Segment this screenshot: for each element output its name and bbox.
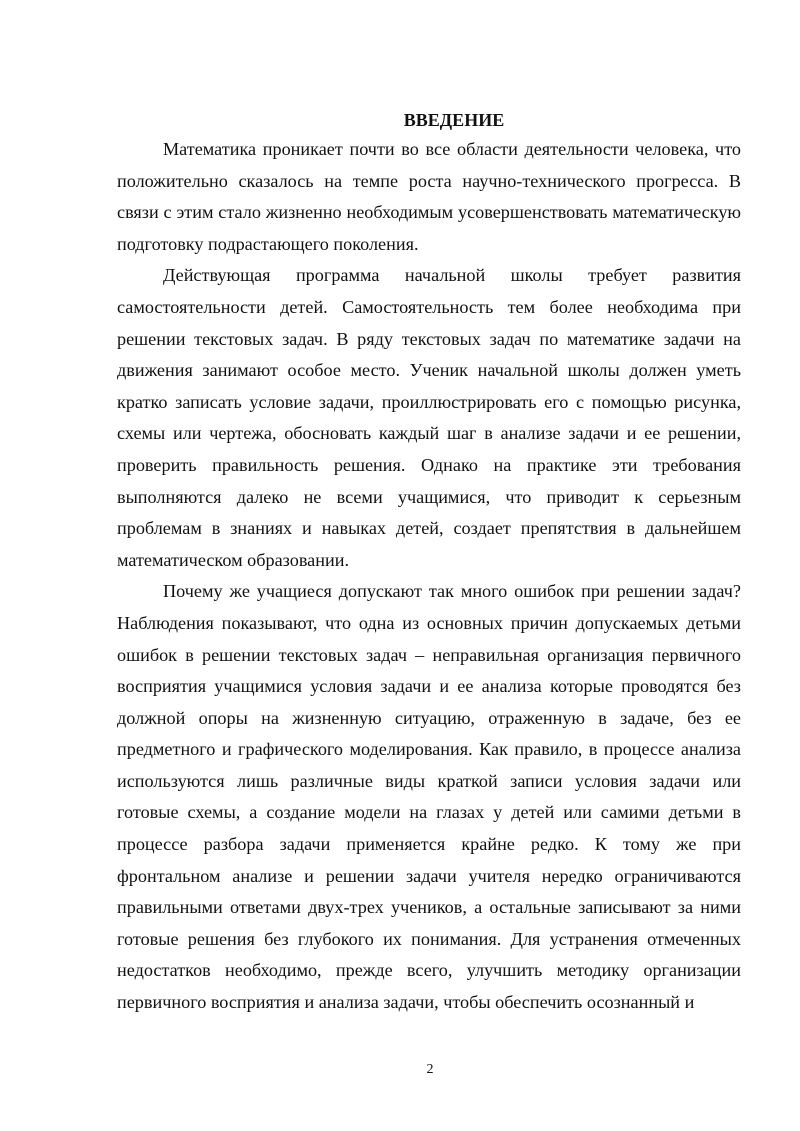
paragraph-1: Математика проникает почти во все области деятельности человека, что положительно сказалось на темпе роста научно-технического прогресса. В связи с этим стало жизненно необходимым усовершенствовать математическую подготовку подрастающего поколения. [117,139,741,254]
page-body [117,106,741,1019]
paragraph-2: Действующая программа начальной школы требует развития самостоятельности детей. Самостоятельность тем более необходима при решении текстовых задач. В ряду текстовых задач по математике задачи на движения занимают особое место. Ученик начальной школы должен уметь кратко записать условие задачи, проиллюстрировать его с помощью рисунка, схемы или чертежа, обосновать каждый шаг в анализе задачи и ее решении, проверить правильность решения. Однако на практике эти требования выполняются далеко не всеми учащимися, что приводит к серьезным проблемам в знаниях и навыках детей, создает препятствия в дальнейшем математическом образовании. [117,265,741,570]
paragraph-3: Почему же учащиеся допускают так много ошибок при решении задач? Наблюдения показывают, что одна из основных причин допускаемых детьми ошибок в решении текстовых задач – неправильная организация первичного восприятия учащимися условия задачи и ее анализа которые проводятся без должной опоры на жизненную ситуацию, отраженную в задаче, без ее предметного и графического моделирования. Как правило, в процессе анализа используются лишь различные виды краткой записи условия задачи или готовые схемы, а создание модели на глазах у детей или самими детьми в процессе разбора задачи применяется крайне редко. К тому же при фронтальном анализе и решении задачи учителя нередко ограничиваются правильными ответами двух-трех учеников, а остальные записывают за ними готовые решения без глубокого их понимания. Для устранения отмеченных недостатков необходимо, прежде всего, улучшить методику организации первичного восприятия и анализа задачи, чтобы обеспечить осознанный и [117,581,741,1013]
page-title: ВВЕДЕНИЕ [403,110,505,130]
page-number: 2 [426,1062,434,1077]
